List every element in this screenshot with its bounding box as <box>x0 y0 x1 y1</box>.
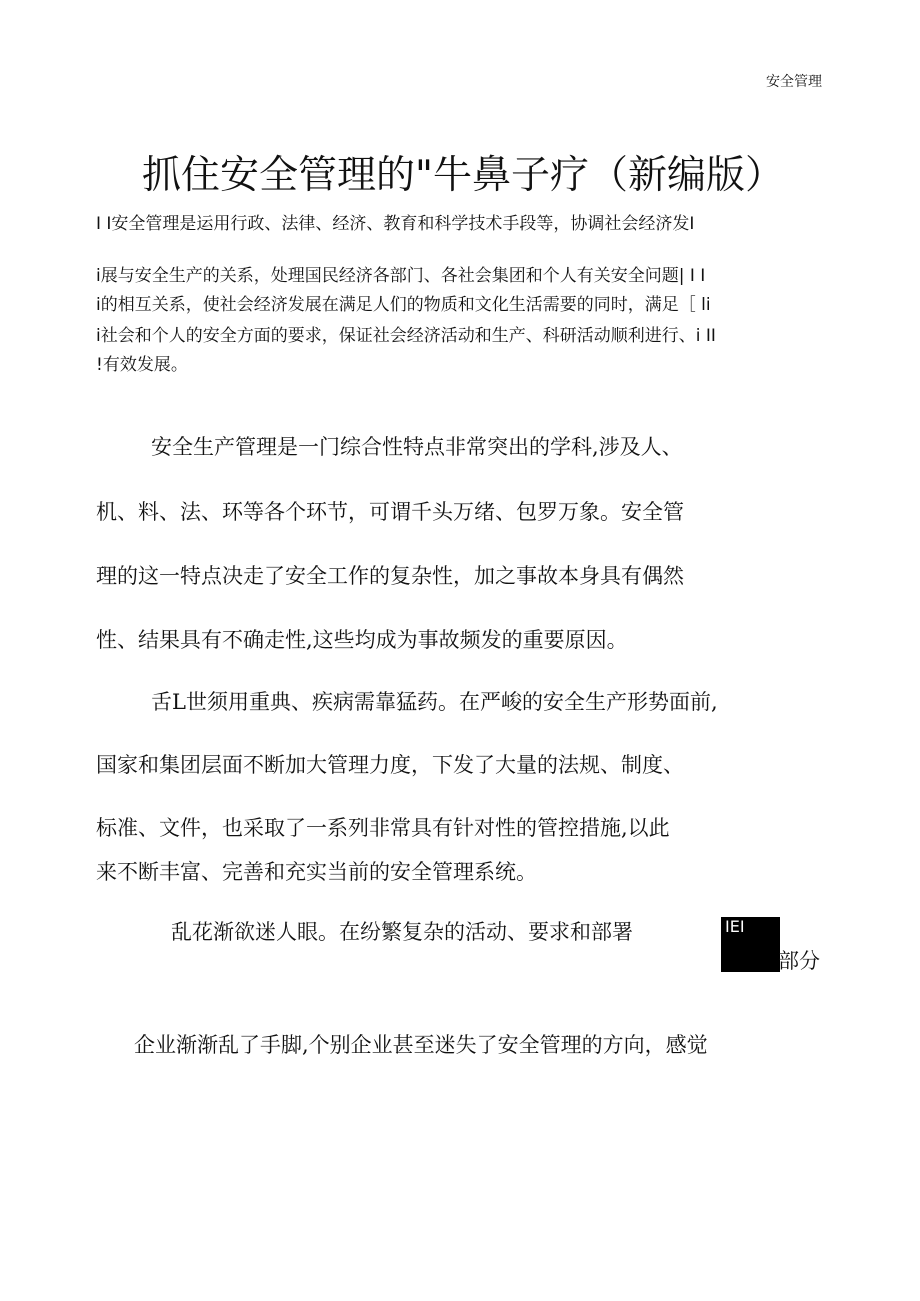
body-line: 安全生产管理是一门综合性特点非常突出的学科,涉及人、 <box>151 435 683 459</box>
body-line: 乱花渐欲迷人眼。在纷繁复杂的活动、要求和部署 <box>171 920 633 944</box>
body-line-tail: 部分 <box>778 949 820 973</box>
abstract-line: i社会和个人的安全方面的要求，保证社会经济活动和生产、科研活动顺利进行、i II <box>96 326 716 346</box>
body-line: 企业渐渐乱了手脚,个别企业甚至迷失了安全管理的方向，感觉 <box>134 1033 708 1057</box>
body-line: 机、料、法、环等各个环节，可谓千头万绪、包罗万象。安全管 <box>96 500 684 524</box>
abstract-line: i展与安全生产的关系，处理国民经济各部门、各社会集团和个人有关安全问题| I I <box>96 266 706 286</box>
body-line: 性、结果具有不确走性,这些均成为事故频发的重要原因。 <box>96 628 628 652</box>
body-line: 标准、文件，也采取了一系列非常具有针对性的管控措施,以此 <box>96 816 670 840</box>
body-line: 来不断丰富、完善和充实当前的安全管理系统。 <box>96 860 537 884</box>
body-line: 舌L世须用重典、疾病需靠猛药。在严峻的安全生产形势面前, <box>151 690 718 714</box>
redaction-box-label: IEI <box>725 917 745 936</box>
document-title: 抓住安全管理的"牛鼻子疗（新编版） <box>142 153 784 198</box>
abstract-line: i的相互关系，使社会经济发展在满足人们的物质和文化生活需要的同时，满足［ li <box>96 295 711 315</box>
abstract-line: I I安全管理是运用行政、法律、经济、教育和科学技术手段等，协调社会经济发I <box>96 214 695 234</box>
abstract-line: !有效发展。 <box>96 355 188 375</box>
body-line: 理的这一特点决走了安全工作的复杂性，加之事故本身具有偶然 <box>96 564 684 588</box>
body-line: 国家和集团层面不断加大管理力度，下发了大量的法规、制度、 <box>96 753 684 777</box>
header-tag: 安全管理 <box>766 74 822 90</box>
